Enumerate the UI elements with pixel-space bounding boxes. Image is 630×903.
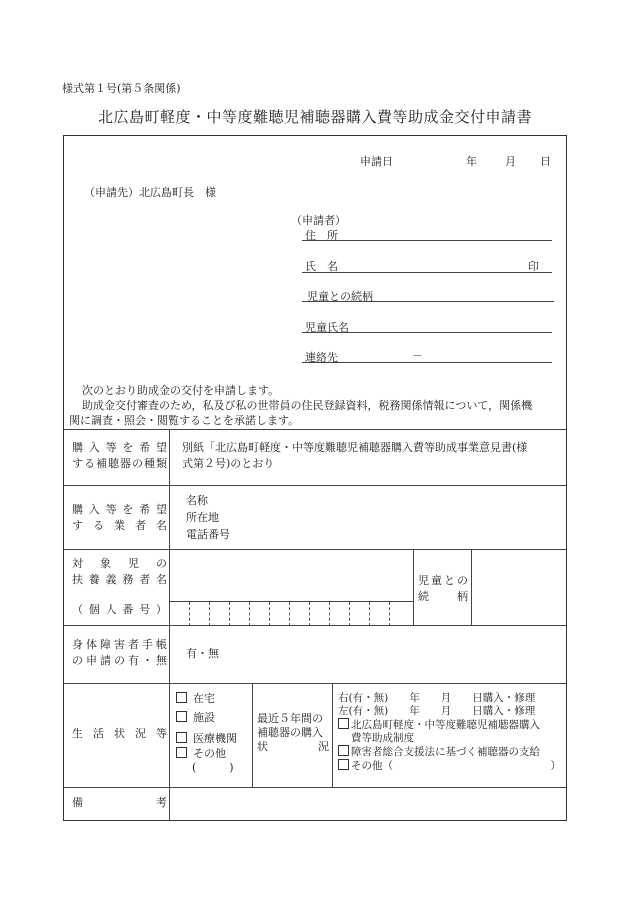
check-subsidy[interactable]: 北広島町軽度・中等度難聴児補聴器購入 bbox=[338, 718, 561, 732]
checkbox[interactable] bbox=[176, 692, 187, 703]
vendor-fields bbox=[186, 492, 230, 543]
contact-field[interactable] bbox=[302, 362, 552, 363]
row-divider bbox=[64, 429, 566, 430]
relation-field[interactable] bbox=[302, 301, 554, 302]
applicant-heading: （申請者） bbox=[291, 214, 346, 227]
name-label: 氏 名 bbox=[305, 260, 338, 273]
checkbox[interactable] bbox=[338, 759, 349, 770]
living-divider bbox=[252, 683, 253, 787]
individual-number-label: （個人番号） bbox=[72, 603, 167, 616]
relation-label: 児童との続柄 bbox=[307, 290, 373, 303]
remarks-label: 備 考 bbox=[72, 796, 167, 809]
child-name-label: 児童氏名 bbox=[305, 321, 349, 334]
vendor-name-label: 名称 bbox=[186, 494, 208, 507]
recent-purchase-label: 最近５年間の 補聴器の購入 状況 bbox=[257, 712, 329, 753]
hearing-aid-type-label: 購入等を希望 する補聴器の種類 bbox=[72, 441, 167, 470]
addressee: （申請先）北広島町長 様 bbox=[84, 186, 216, 199]
address-field[interactable] bbox=[302, 240, 552, 241]
form-title: 北広島町軽度・中等度難聴児補聴器購入費等助成金交付申請書 bbox=[97, 108, 532, 126]
checkbox[interactable] bbox=[176, 747, 187, 758]
guardian-divider bbox=[471, 549, 472, 625]
remarks-field[interactable] bbox=[170, 788, 566, 820]
date-year: 年 bbox=[466, 155, 477, 168]
application-form bbox=[63, 135, 567, 821]
form-number: 様式第１号(第５条関係) bbox=[62, 82, 181, 95]
living-divider bbox=[332, 683, 333, 787]
left-ear-status: 左(有・無) 年 月 日購入・修理 bbox=[338, 705, 536, 717]
address-label: 住 所 bbox=[305, 229, 338, 242]
declaration-line-3: 関に調査・照会・閲覧することを承諾します。 bbox=[69, 414, 300, 427]
date-month: 月 bbox=[505, 155, 516, 168]
vendor-phone-label: 電話番号 bbox=[186, 528, 230, 541]
declaration-line-1: 次のとおり助成金の交付を申請します。 bbox=[82, 384, 280, 397]
checkbox[interactable] bbox=[338, 745, 349, 756]
row-divider bbox=[64, 549, 566, 550]
right-ear-status: 右(有・無) 年 月 日購入・修理 bbox=[338, 692, 536, 704]
applicant-section bbox=[64, 136, 566, 426]
checkbox[interactable] bbox=[176, 711, 187, 722]
vendor-label: 購入等を希望 する業者名 bbox=[72, 503, 167, 532]
seal-mark: 印 bbox=[528, 260, 539, 273]
other-paren: ( ) bbox=[192, 761, 234, 774]
living-option-facility[interactable]: 施設 bbox=[176, 708, 237, 727]
checkbox[interactable] bbox=[338, 718, 349, 729]
living-option-medical[interactable]: 医療機関 bbox=[176, 731, 237, 747]
living-option-other[interactable]: その他 bbox=[176, 747, 237, 761]
checkbox[interactable] bbox=[176, 732, 187, 743]
guardian-label: 対象児の 扶養義務者名 bbox=[72, 557, 167, 586]
date-day: 日 bbox=[540, 155, 551, 168]
row-divider bbox=[64, 683, 566, 684]
name-field[interactable] bbox=[302, 272, 552, 273]
recent-purchase-details: 右(有・無) 年 月 日購入・修理 左(有・無) 年 月 日購入・修理 北広島町軽度・中等度難聴児補聴器購入 費等助成制度 障害者総合支援法に基づく補聴器の支給 その他（ ） bbox=[338, 692, 561, 772]
living-option-home[interactable]: 在宅 bbox=[176, 689, 237, 708]
child-name-field[interactable] bbox=[302, 332, 552, 333]
guardian-divider bbox=[413, 549, 414, 625]
check-other[interactable]: その他（ ） bbox=[338, 759, 561, 773]
individual-number-grid[interactable] bbox=[169, 601, 413, 626]
application-date-label: 申請日 bbox=[360, 155, 393, 168]
living-options bbox=[176, 689, 237, 775]
hearing-aid-type-value: 別紙「北広島町軽度・中等度難聴児補聴器購入費等助成事業意見書(様 式第２号)のとおり bbox=[182, 441, 528, 470]
declaration-line-2: 助成金交付審査のため，私及び私の世帯員の住民登録資料，税務関係情報について，関係機 bbox=[82, 399, 533, 412]
check-support-act[interactable]: 障害者総合支援法に基づく補聴器の支給 bbox=[338, 745, 561, 759]
disability-book-label: 身体障害者手帳 の申請の有・無 bbox=[72, 638, 167, 667]
contact-label: 連絡先 bbox=[305, 351, 338, 364]
vendor-address-label: 所在地 bbox=[186, 511, 219, 524]
guardian-relation-label: 児童との 続 柄 bbox=[418, 574, 468, 603]
contact-dash: － bbox=[412, 349, 423, 362]
row-divider bbox=[64, 485, 566, 486]
living-status-label: 生活状況等 bbox=[72, 727, 167, 740]
disability-book-value: 有・無 bbox=[186, 647, 219, 660]
